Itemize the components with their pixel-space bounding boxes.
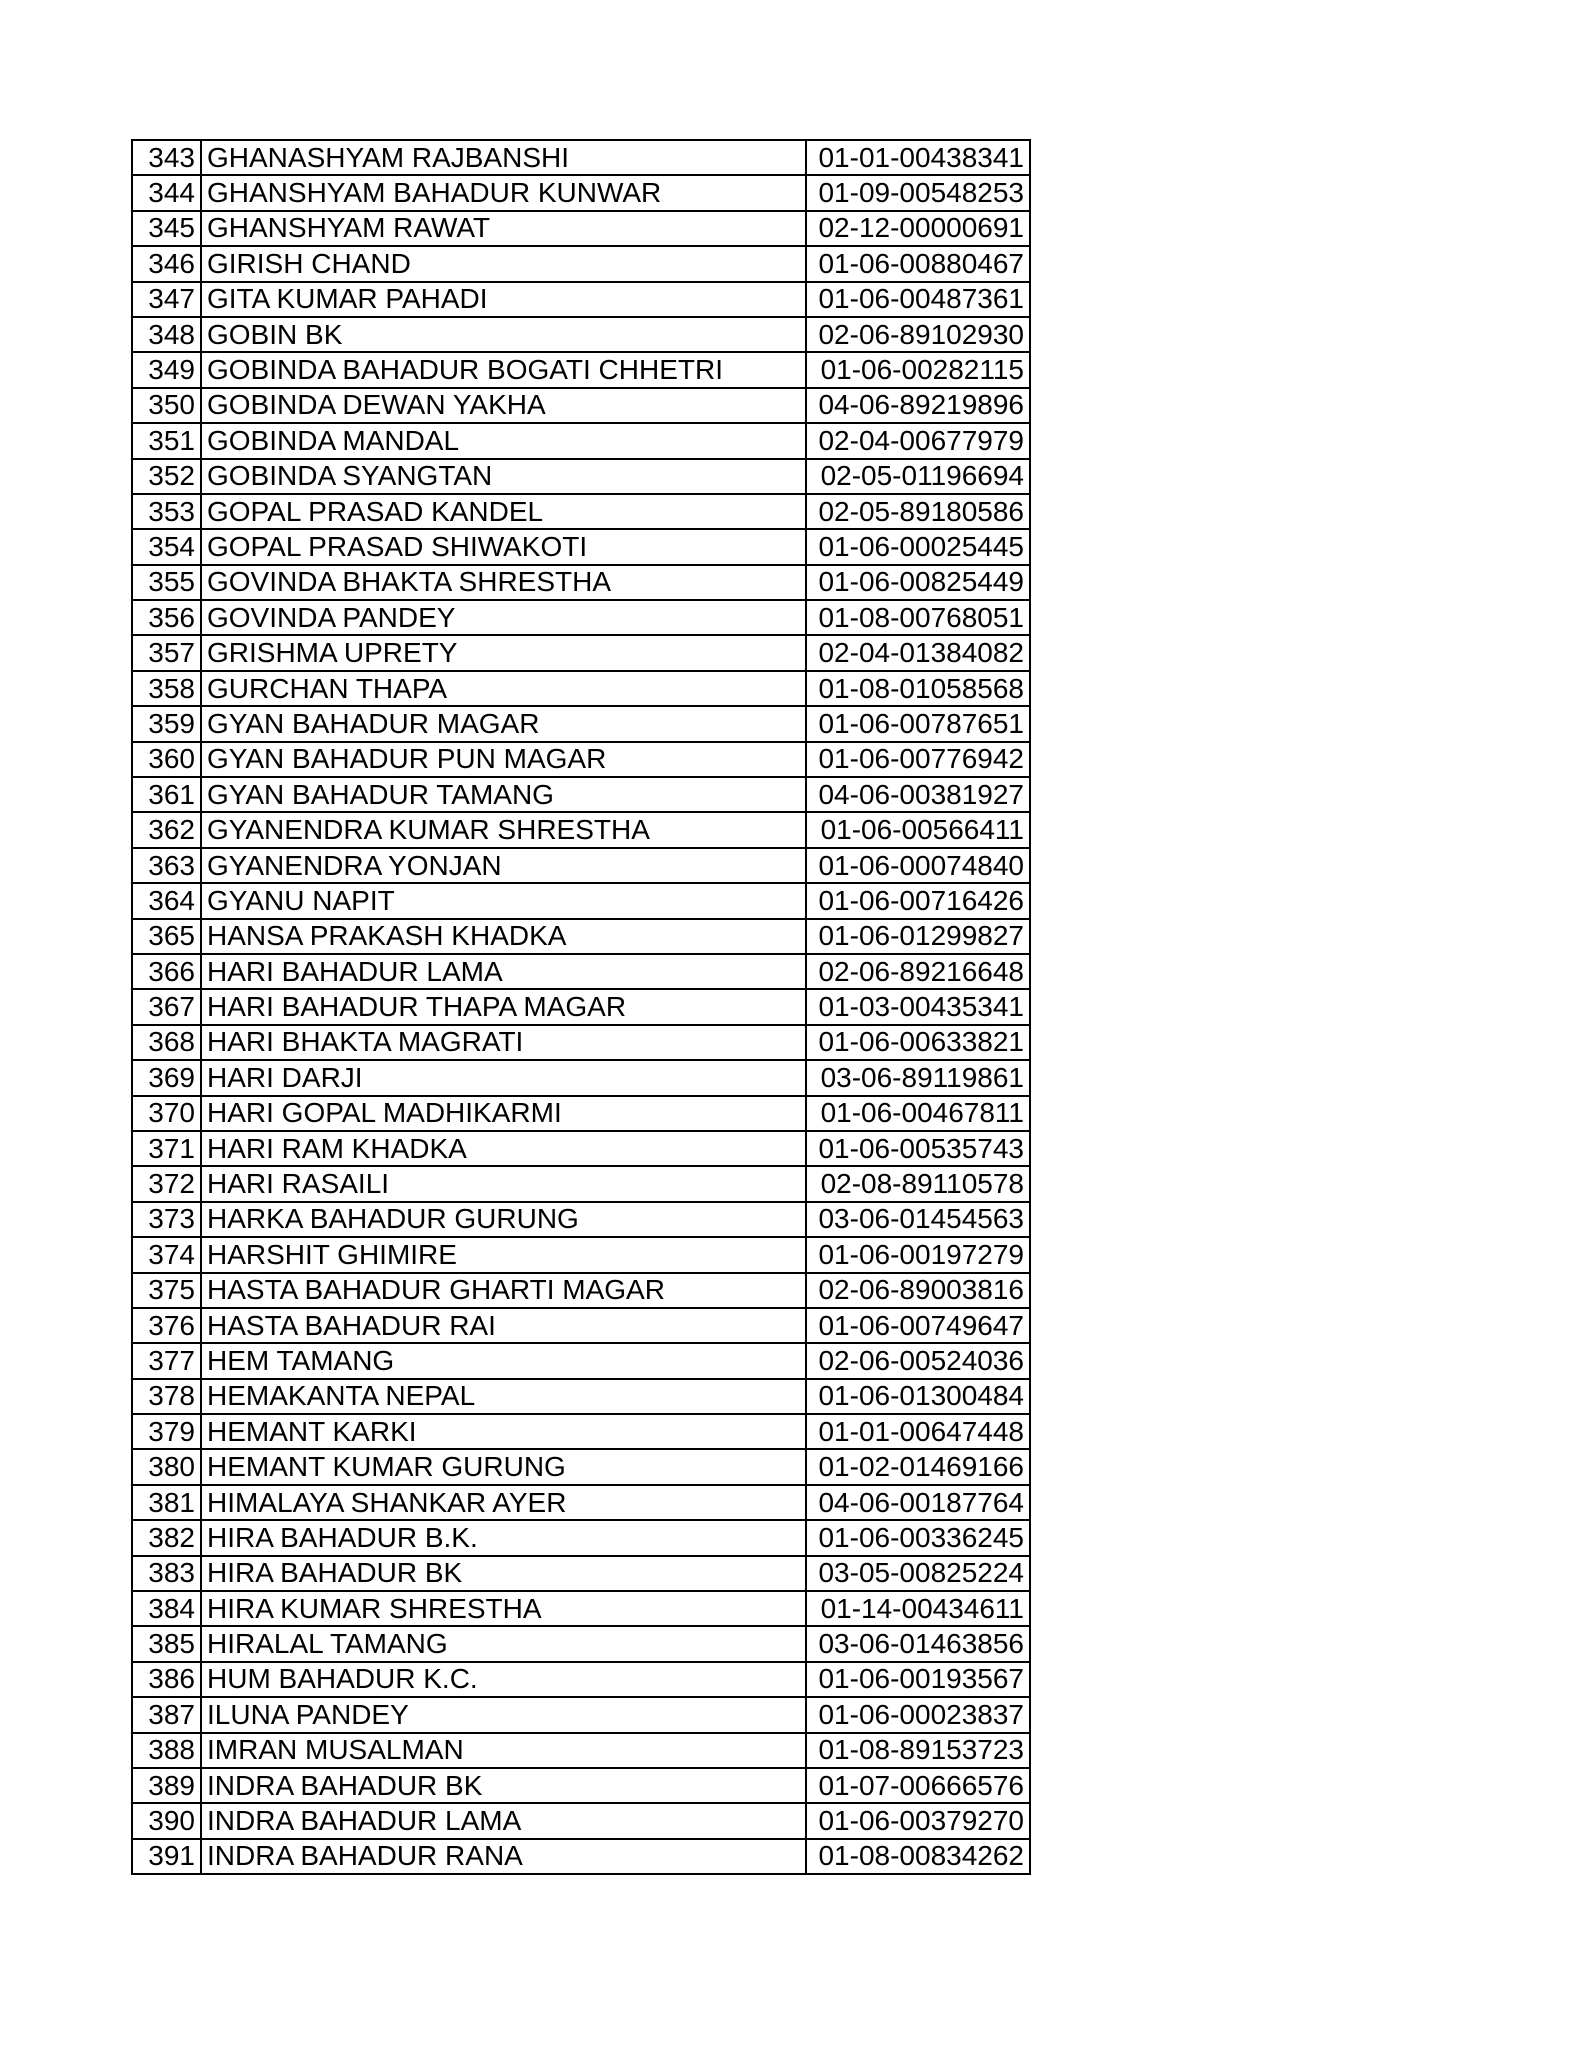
id-number-cell: 01-06-00336245	[806, 1520, 1030, 1555]
table-row	[132, 1060, 1030, 1095]
id-number-cell: 01-01-00647448	[806, 1414, 1030, 1449]
row-number-cell: 371	[132, 1131, 201, 1166]
table-row	[132, 211, 1030, 246]
name-cell: HARI RAM KHADKA	[201, 1131, 806, 1166]
row-number-cell: 367	[132, 989, 201, 1024]
table-row	[132, 282, 1030, 317]
table-row	[132, 352, 1030, 387]
id-number-cell: 01-07-00666576	[806, 1768, 1030, 1803]
name-cell: GOBINDA BAHADUR BOGATI CHHETRI	[201, 352, 806, 387]
row-number-cell: 365	[132, 919, 201, 954]
row-number-cell: 366	[132, 954, 201, 989]
table-row	[132, 777, 1030, 812]
table-row	[132, 989, 1030, 1024]
id-number-cell: 01-08-00834262	[806, 1839, 1030, 1874]
id-number-cell: 01-06-00633821	[806, 1025, 1030, 1060]
name-cell: HIRALAL TAMANG	[201, 1626, 806, 1661]
name-cell: GYAN BAHADUR TAMANG	[201, 777, 806, 812]
table-row	[132, 1449, 1030, 1484]
row-number-cell: 343	[132, 140, 201, 175]
name-cell: HEMAKANTA NEPAL	[201, 1379, 806, 1414]
table-row	[132, 1379, 1030, 1414]
table-row	[132, 919, 1030, 954]
table-row	[132, 1343, 1030, 1378]
name-cell: GOVINDA PANDEY	[201, 600, 806, 635]
id-number-cell: 01-06-00023837	[806, 1697, 1030, 1732]
id-number-cell: 01-06-00197279	[806, 1237, 1030, 1272]
id-number-cell: 01-06-01299827	[806, 919, 1030, 954]
table-row	[132, 388, 1030, 423]
name-cell: HEM TAMANG	[201, 1343, 806, 1378]
table-row	[132, 1556, 1030, 1591]
row-number-cell: 352	[132, 459, 201, 494]
id-number-cell: 01-08-89153723	[806, 1733, 1030, 1768]
table-row	[132, 635, 1030, 670]
id-number-cell: 02-06-89102930	[806, 317, 1030, 352]
row-number-cell: 384	[132, 1591, 201, 1626]
id-number-cell: 02-06-00524036	[806, 1343, 1030, 1378]
id-number-cell: 02-04-01384082	[806, 635, 1030, 670]
row-number-cell: 364	[132, 883, 201, 918]
table-row	[132, 883, 1030, 918]
id-number-cell: 02-05-01196694	[806, 459, 1030, 494]
row-number-cell: 373	[132, 1202, 201, 1237]
id-number-cell: 01-06-00193567	[806, 1662, 1030, 1697]
row-number-cell: 353	[132, 494, 201, 529]
table-row	[132, 1096, 1030, 1131]
name-cell: GYANENDRA YONJAN	[201, 848, 806, 883]
table-row	[132, 1626, 1030, 1661]
table-row	[132, 848, 1030, 883]
table-row	[132, 1733, 1030, 1768]
name-cell: HUM BAHADUR K.C.	[201, 1662, 806, 1697]
name-cell: GOPAL PRASAD SHIWAKOTI	[201, 529, 806, 564]
id-number-cell: 02-06-89216648	[806, 954, 1030, 989]
row-number-cell: 345	[132, 211, 201, 246]
table-row	[132, 1202, 1030, 1237]
name-cell: GURCHAN THAPA	[201, 671, 806, 706]
row-number-cell: 356	[132, 600, 201, 635]
name-cell: HANSA PRAKASH KHADKA	[201, 919, 806, 954]
id-number-cell: 02-08-89110578	[806, 1166, 1030, 1201]
id-number-cell: 01-06-00467811	[806, 1096, 1030, 1131]
table-row	[132, 1803, 1030, 1838]
row-number-cell: 381	[132, 1485, 201, 1520]
row-number-cell: 351	[132, 423, 201, 458]
name-list-table	[131, 139, 1031, 1875]
id-number-cell: 01-06-01300484	[806, 1379, 1030, 1414]
name-cell: GYAN BAHADUR PUN MAGAR	[201, 742, 806, 777]
name-cell: HIRA BAHADUR BK	[201, 1556, 806, 1591]
id-number-cell: 03-06-01454563	[806, 1202, 1030, 1237]
id-number-cell: 02-06-89003816	[806, 1273, 1030, 1308]
name-cell: HIRA BAHADUR B.K.	[201, 1520, 806, 1555]
id-number-cell: 03-06-89119861	[806, 1060, 1030, 1095]
name-cell: HIMALAYA SHANKAR AYER	[201, 1485, 806, 1520]
name-cell: HASTA BAHADUR RAI	[201, 1308, 806, 1343]
row-number-cell: 389	[132, 1768, 201, 1803]
id-number-cell: 01-06-00025445	[806, 529, 1030, 564]
id-number-cell: 01-06-00776942	[806, 742, 1030, 777]
name-cell: GOBINDA MANDAL	[201, 423, 806, 458]
table-row	[132, 1131, 1030, 1166]
id-number-cell: 01-06-00487361	[806, 282, 1030, 317]
row-number-cell: 382	[132, 1520, 201, 1555]
id-number-cell: 01-02-01469166	[806, 1449, 1030, 1484]
id-number-cell: 01-06-00074840	[806, 848, 1030, 883]
table-row	[132, 1485, 1030, 1520]
name-cell: HARKA BAHADUR GURUNG	[201, 1202, 806, 1237]
row-number-cell: 357	[132, 635, 201, 670]
name-cell: ILUNA PANDEY	[201, 1697, 806, 1732]
table-row	[132, 1839, 1030, 1874]
table-row	[132, 1697, 1030, 1732]
name-cell: INDRA BAHADUR LAMA	[201, 1803, 806, 1838]
row-number-cell: 346	[132, 246, 201, 281]
table-row	[132, 529, 1030, 564]
id-number-cell: 01-06-00566411	[806, 812, 1030, 847]
table-row	[132, 140, 1030, 175]
row-number-cell: 383	[132, 1556, 201, 1591]
id-number-cell: 01-06-00282115	[806, 352, 1030, 387]
table-row	[132, 1025, 1030, 1060]
name-cell: HASTA BAHADUR GHARTI MAGAR	[201, 1273, 806, 1308]
name-cell: GOBINDA SYANGTAN	[201, 459, 806, 494]
id-number-cell: 03-06-01463856	[806, 1626, 1030, 1661]
id-number-cell: 02-12-00000691	[806, 211, 1030, 246]
name-list-body	[132, 140, 1030, 1874]
table-row	[132, 1591, 1030, 1626]
name-cell: GRISHMA UPRETY	[201, 635, 806, 670]
row-number-cell: 378	[132, 1379, 201, 1414]
row-number-cell: 362	[132, 812, 201, 847]
id-number-cell: 02-05-89180586	[806, 494, 1030, 529]
table-row	[132, 317, 1030, 352]
row-number-cell: 348	[132, 317, 201, 352]
name-cell: HARI BAHADUR LAMA	[201, 954, 806, 989]
id-number-cell: 02-04-00677979	[806, 423, 1030, 458]
table-row	[132, 1662, 1030, 1697]
row-number-cell: 363	[132, 848, 201, 883]
name-cell: GYANENDRA KUMAR SHRESTHA	[201, 812, 806, 847]
row-number-cell: 370	[132, 1096, 201, 1131]
table-row	[132, 600, 1030, 635]
id-number-cell: 04-06-89219896	[806, 388, 1030, 423]
name-cell: GHANASHYAM RAJBANSHI	[201, 140, 806, 175]
row-number-cell: 376	[132, 1308, 201, 1343]
table-row	[132, 1237, 1030, 1272]
table-row	[132, 1414, 1030, 1449]
row-number-cell: 347	[132, 282, 201, 317]
table-row	[132, 1768, 1030, 1803]
row-number-cell: 361	[132, 777, 201, 812]
name-cell: HIRA KUMAR SHRESTHA	[201, 1591, 806, 1626]
row-number-cell: 368	[132, 1025, 201, 1060]
row-number-cell: 387	[132, 1697, 201, 1732]
id-number-cell: 01-08-00768051	[806, 600, 1030, 635]
table-row	[132, 1520, 1030, 1555]
name-cell: HARI GOPAL MADHIKARMI	[201, 1096, 806, 1131]
id-number-cell: 01-06-00749647	[806, 1308, 1030, 1343]
id-number-cell: 03-05-00825224	[806, 1556, 1030, 1591]
row-number-cell: 350	[132, 388, 201, 423]
row-number-cell: 380	[132, 1449, 201, 1484]
row-number-cell: 358	[132, 671, 201, 706]
name-cell: GYAN BAHADUR MAGAR	[201, 706, 806, 741]
name-cell: GYANU NAPIT	[201, 883, 806, 918]
table-row	[132, 1166, 1030, 1201]
row-number-cell: 344	[132, 175, 201, 210]
id-number-cell: 01-06-00880467	[806, 246, 1030, 281]
id-number-cell: 01-06-00379270	[806, 1803, 1030, 1838]
table-row	[132, 175, 1030, 210]
row-number-cell: 390	[132, 1803, 201, 1838]
name-cell: GIRISH CHAND	[201, 246, 806, 281]
row-number-cell: 360	[132, 742, 201, 777]
name-cell: GOBIN BK	[201, 317, 806, 352]
row-number-cell: 375	[132, 1273, 201, 1308]
id-number-cell: 04-06-00381927	[806, 777, 1030, 812]
row-number-cell: 359	[132, 706, 201, 741]
name-cell: HARI DARJI	[201, 1060, 806, 1095]
row-number-cell: 377	[132, 1343, 201, 1378]
name-cell: HEMANT KARKI	[201, 1414, 806, 1449]
table-row	[132, 954, 1030, 989]
row-number-cell: 349	[132, 352, 201, 387]
row-number-cell: 369	[132, 1060, 201, 1095]
row-number-cell: 379	[132, 1414, 201, 1449]
name-cell: IMRAN MUSALMAN	[201, 1733, 806, 1768]
id-number-cell: 01-14-00434611	[806, 1591, 1030, 1626]
name-cell: INDRA BAHADUR BK	[201, 1768, 806, 1803]
name-cell: GOPAL PRASAD KANDEL	[201, 494, 806, 529]
table-row	[132, 742, 1030, 777]
row-number-cell: 391	[132, 1839, 201, 1874]
id-number-cell: 01-06-00787651	[806, 706, 1030, 741]
id-number-cell: 01-06-00535743	[806, 1131, 1030, 1166]
id-number-cell: 01-03-00435341	[806, 989, 1030, 1024]
name-cell: INDRA BAHADUR RANA	[201, 1839, 806, 1874]
name-cell: HARSHIT GHIMIRE	[201, 1237, 806, 1272]
row-number-cell: 388	[132, 1733, 201, 1768]
table-row	[132, 671, 1030, 706]
table-row	[132, 706, 1030, 741]
row-number-cell: 385	[132, 1626, 201, 1661]
name-cell: GHANSHYAM BAHADUR KUNWAR	[201, 175, 806, 210]
id-number-cell: 01-01-00438341	[806, 140, 1030, 175]
row-number-cell: 355	[132, 565, 201, 600]
name-cell: GOBINDA DEWAN YAKHA	[201, 388, 806, 423]
table-row	[132, 812, 1030, 847]
table-row	[132, 1273, 1030, 1308]
name-cell: HARI BHAKTA MAGRATI	[201, 1025, 806, 1060]
name-cell: HARI BAHADUR THAPA MAGAR	[201, 989, 806, 1024]
name-cell: GHANSHYAM RAWAT	[201, 211, 806, 246]
table-row	[132, 246, 1030, 281]
name-cell: GOVINDA BHAKTA SHRESTHA	[201, 565, 806, 600]
table-row	[132, 1308, 1030, 1343]
name-cell: GITA KUMAR PAHADI	[201, 282, 806, 317]
table-row	[132, 423, 1030, 458]
id-number-cell: 01-06-00825449	[806, 565, 1030, 600]
table-row	[132, 565, 1030, 600]
row-number-cell: 374	[132, 1237, 201, 1272]
table-row	[132, 459, 1030, 494]
id-number-cell: 04-06-00187764	[806, 1485, 1030, 1520]
row-number-cell: 372	[132, 1166, 201, 1201]
id-number-cell: 01-08-01058568	[806, 671, 1030, 706]
name-cell: HEMANT KUMAR GURUNG	[201, 1449, 806, 1484]
id-number-cell: 01-09-00548253	[806, 175, 1030, 210]
row-number-cell: 386	[132, 1662, 201, 1697]
row-number-cell: 354	[132, 529, 201, 564]
name-cell: HARI RASAILI	[201, 1166, 806, 1201]
id-number-cell: 01-06-00716426	[806, 883, 1030, 918]
table-row	[132, 494, 1030, 529]
